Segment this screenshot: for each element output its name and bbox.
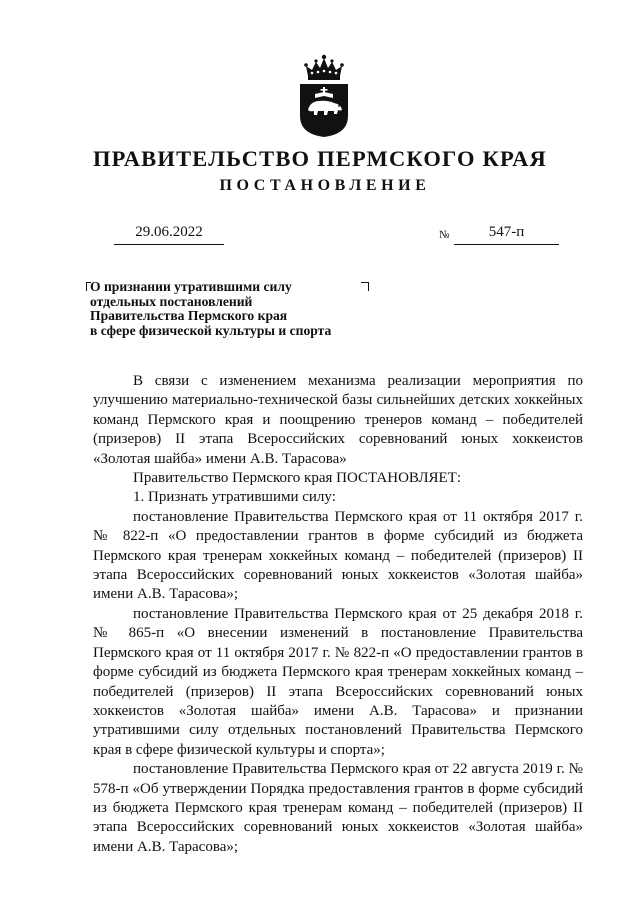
body-paragraph: 1. Признать утратившими силу: <box>133 489 336 506</box>
subject-line: Правительства Пермского края <box>90 308 288 324</box>
body-paragraph: постановление Правительства Пермского края от 11 октября 2017 г. № 822-п «О предоставлении грантов в форме субсидий из бюджета Пермского края тренерам хоккейных команд – победителей (призеров) II этапа Всероссийских соревнований юных хоккеистов «Золотая шайба» имени А.В. Тарасова»; <box>93 508 583 603</box>
body-paragraph: постановление Правительства Пермского края от 22 августа 2019 г. № 578-п «Об утверждении Порядка предоставления грантов в форме субсидий из бюджета Пермского края тренерам команд – победителей (призеров) II этапа Всероссийских соревнований юных хоккеистов «Золотая шайба» имени А.В. Тарасова»; <box>93 761 583 855</box>
subject-line: О признании утратившими силу <box>90 279 292 294</box>
document-subject <box>90 280 390 338</box>
document-date: 29.06.2022 <box>114 222 224 245</box>
body-paragraph: Правительство Пермского края ПОСТАНОВЛЯЕТ: <box>133 470 462 487</box>
perm-krai-coat-of-arms-icon <box>298 54 350 138</box>
document-type: ПОСТАНОВЛЕНИЕ <box>219 177 431 194</box>
body-paragraph: В связи с изменением механизма реализации мероприятия по улучшению материально-технической базы сильнейших детских хоккейных команд Пермского края и поощрению тренеров команд – победителей (призеров) II этапа Всероссийских соревнований юных хоккеистов «Золотая шайба» имени А.В. Тарасова» <box>93 373 583 467</box>
document-body <box>93 372 583 857</box>
document-number: 547-п <box>454 222 559 245</box>
body-paragraph: постановление Правительства Пермского края от 25 декабря 2018 г. № 865-п «О внесении изменений в постановление Правительства Пермского края от 11 октября 2017 г. № 822-п «О предоставлении грантов в форме субсидий из бюджета Пермского края тренерам хоккейных команд – победителей (призеров) II этапа Всероссийских соревнований юных хоккеистов «Золотая шайба» имени А.В. Тарасова» и признании утратившими силу отдельных постановлений Правительства Пермского края в сфере физической культуры и спорта»; <box>93 605 583 758</box>
subject-line: в сфере физической культуры и спорта <box>90 322 332 338</box>
number-sign: № <box>439 229 450 241</box>
government-title: ПРАВИТЕЛЬСТВО ПЕРМСКОГО КРАЯ <box>92 146 548 171</box>
subject-line: отдельных постановлений <box>90 293 253 309</box>
